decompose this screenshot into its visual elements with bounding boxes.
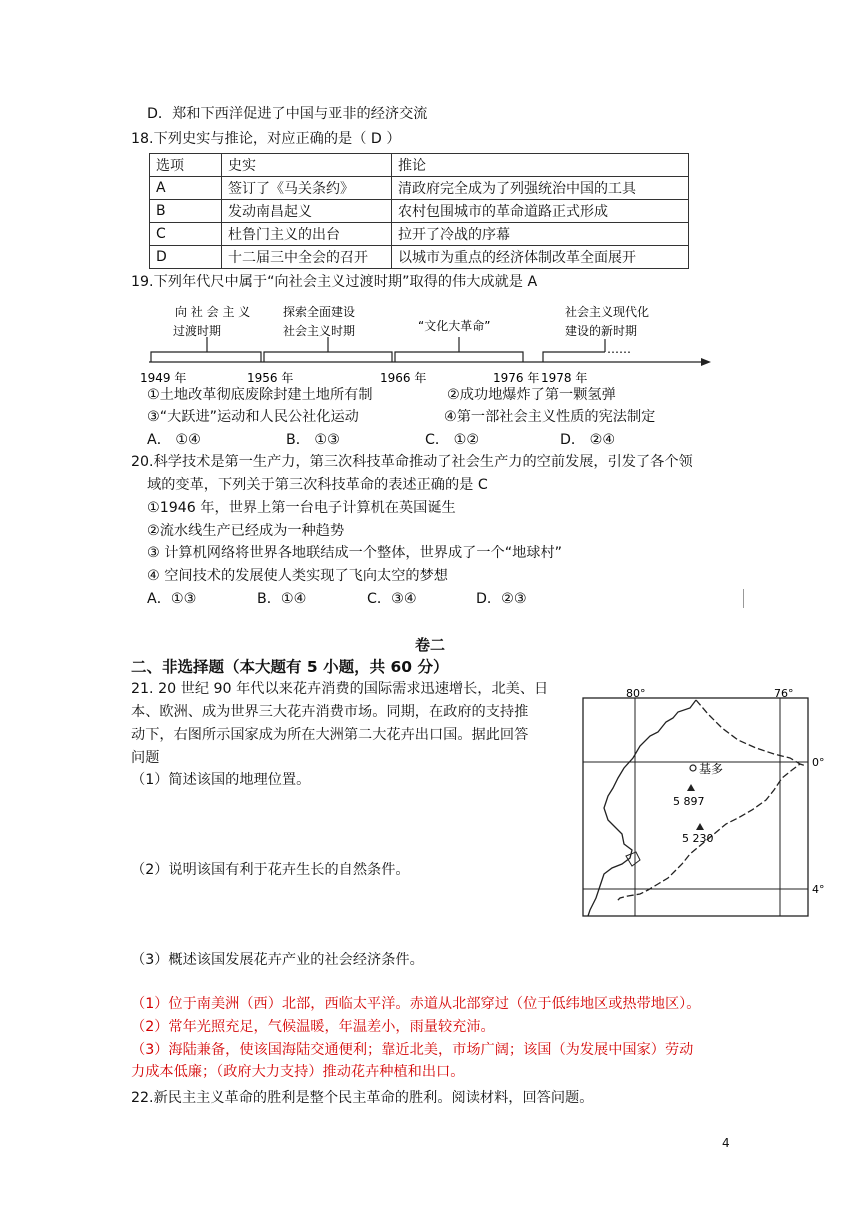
q20-item-3: ③ 计算机网络将世界各地联结成一个整体，世界成了一个“地球村”	[147, 545, 562, 561]
table-row	[150, 223, 689, 246]
q19-option-b: B． ①③	[286, 432, 340, 448]
period-bracket	[151, 352, 261, 362]
ecuador-map	[578, 688, 828, 933]
q21-sub-question-2: （2）说明该国有利于花卉生长的自然条件。	[131, 862, 410, 878]
year-label: 1949 年	[140, 371, 187, 385]
period-label: 建设的新时期	[565, 324, 638, 338]
year-label: 1976 年	[493, 371, 540, 385]
answer-line: （3）海陆兼备，使该国海陆交通便利；靠近北美，市场广阔；该国（为发展中国家）劳动	[131, 1042, 694, 1058]
q21-sub-question-3: （3）概述该国发展花卉产业的社会经济条件。	[131, 952, 424, 968]
q20-item-1: ①1946 年，世界上第一台电子计算机在英国诞生	[147, 500, 456, 516]
section-title: 二、非选择题（本大题有 5 小题，共 60 分）	[131, 658, 449, 676]
lat-label: 0°	[812, 756, 825, 769]
table-cell: A	[150, 177, 222, 200]
table-cell: 发动南昌起义	[222, 200, 392, 223]
year-label: 1956 年	[247, 371, 294, 385]
q17-option-d: D．郑和下西洋促进了中国与亚非的经济交流	[147, 106, 428, 122]
q21-stem-line: 问题	[131, 750, 160, 766]
answer-line: （1）位于南美洲（西）北部，西临太平洋。赤道从北部穿过（位于低纬地区或热带地区）。	[131, 996, 701, 1012]
q19-stem: 19.下列年代尺中属于“向社会主义过渡时期”取得的伟大成就是 A	[131, 274, 538, 290]
period-label: 社会主义时期	[283, 324, 356, 338]
table-row	[150, 177, 689, 200]
table-header-cell: 选项	[150, 154, 222, 177]
table-header-row	[150, 154, 689, 177]
q20-option-d: D．②③	[476, 591, 527, 607]
q21-stem-line: 本、欧洲、成为世界三大花卉消费市场。同期，在政府的支持推	[131, 704, 529, 720]
q21-stem-line: 21. 20 世纪 90 年代以来花卉消费的国际需求迅速增长，北美、日	[131, 681, 549, 697]
q19-item-3: ③“大跃进”运动和人民公社化运动	[147, 409, 359, 425]
q20-stem-line-1: 20.科学技术是第一生产力，第三次科技革命推动了社会生产力的空前发展，引发了各个领	[131, 454, 693, 470]
q18-stem: 18.下列史实与推论，对应正确的是（ D ）	[131, 131, 401, 147]
q18-table	[149, 153, 689, 269]
q19-option-a: A． ①④	[147, 432, 201, 448]
q20-stem-line-2: 域的变革，下列关于第三次科技革命的表述正确的是 C	[147, 477, 488, 493]
year-label: 1978 年	[541, 371, 588, 385]
answer-line: （2）常年光照充足，气候温暖，年温差小，雨量较充沛。	[131, 1019, 495, 1035]
table-cell: 杜鲁门主义的出台	[222, 223, 392, 246]
q20-item-4: ④ 空间技术的发展使人类实现了飞向太空的梦想	[147, 568, 448, 584]
q21-stem-line: 动下，右图所示国家成为所在大洲第二大花卉出口国。据此回答	[131, 727, 529, 743]
peak-label: 5 897	[673, 795, 705, 808]
timeline-dots: ……	[607, 342, 631, 356]
year-label: 1966 年	[380, 371, 427, 385]
answer-line: 力成本低廉；（政府大力支持）推动花卉种植和出口。	[131, 1064, 465, 1080]
volume-title: 卷二	[415, 636, 446, 654]
table-cell: 签订了《马关条约》	[222, 177, 392, 200]
lon-label: 76°	[774, 688, 794, 700]
table-cell: 农村包围城市的革命道路正式形成	[392, 200, 689, 223]
table-cell: 以城市为重点的经济体制改革全面展开	[392, 246, 689, 269]
page-number: 4	[722, 1136, 730, 1150]
lon-label: 80°	[626, 688, 646, 700]
table-cell: 十二届三中全会的召开	[222, 246, 392, 269]
q19-timeline	[135, 297, 720, 387]
peak-label: 5 230	[682, 832, 714, 845]
table-cell: B	[150, 200, 222, 223]
q20-item-2: ②流水线生产已经成为一种趋势	[147, 523, 345, 539]
table-row	[150, 246, 689, 269]
capital-label: 基多	[699, 762, 724, 776]
period-label: 社会主义现代化	[565, 305, 650, 319]
table-row	[150, 200, 689, 223]
period-label: 探索全面建设	[283, 305, 356, 319]
period-bracket	[543, 352, 605, 362]
period-label: 向 社 会 主 义	[175, 305, 251, 319]
period-label: 过渡时期	[173, 324, 222, 338]
q19-option-d: D． ②④	[560, 432, 616, 448]
q20-option-c: C．③④	[367, 591, 417, 607]
timeline-arrow	[701, 358, 711, 366]
table-cell: C	[150, 223, 222, 246]
table-header-cell: 史实	[222, 154, 392, 177]
table-cell: 清政府完全成为了列强统治中国的工具	[392, 177, 689, 200]
period-bracket	[264, 352, 392, 362]
period-label: “文化大革命”	[418, 319, 491, 333]
period-bracket	[395, 352, 523, 362]
q20-option-a: A．①③	[147, 591, 197, 607]
q20-option-b: B．①④	[257, 591, 307, 607]
q19-option-c: C． ①②	[425, 432, 480, 448]
cursor-mark	[743, 589, 744, 608]
q19-item-2: ②成功地爆炸了第一颗氢弹	[447, 387, 616, 403]
table-cell: D	[150, 246, 222, 269]
table-cell: 拉开了冷战的序幕	[392, 223, 689, 246]
lat-label: 4°	[812, 883, 825, 896]
q21-sub-question-1: （1）简述该国的地理位置。	[131, 772, 311, 788]
q19-item-4: ④第一部社会主义性质的宪法制定	[444, 409, 656, 425]
capital-marker	[690, 765, 696, 771]
q19-item-1: ①土地改革彻底废除封建土地所有制	[147, 387, 373, 403]
table-header-cell: 推论	[392, 154, 689, 177]
q22-stem: 22.新民主主义革命的胜利是整个民主革命的胜利。阅读材料，回答问题。	[131, 1090, 594, 1106]
